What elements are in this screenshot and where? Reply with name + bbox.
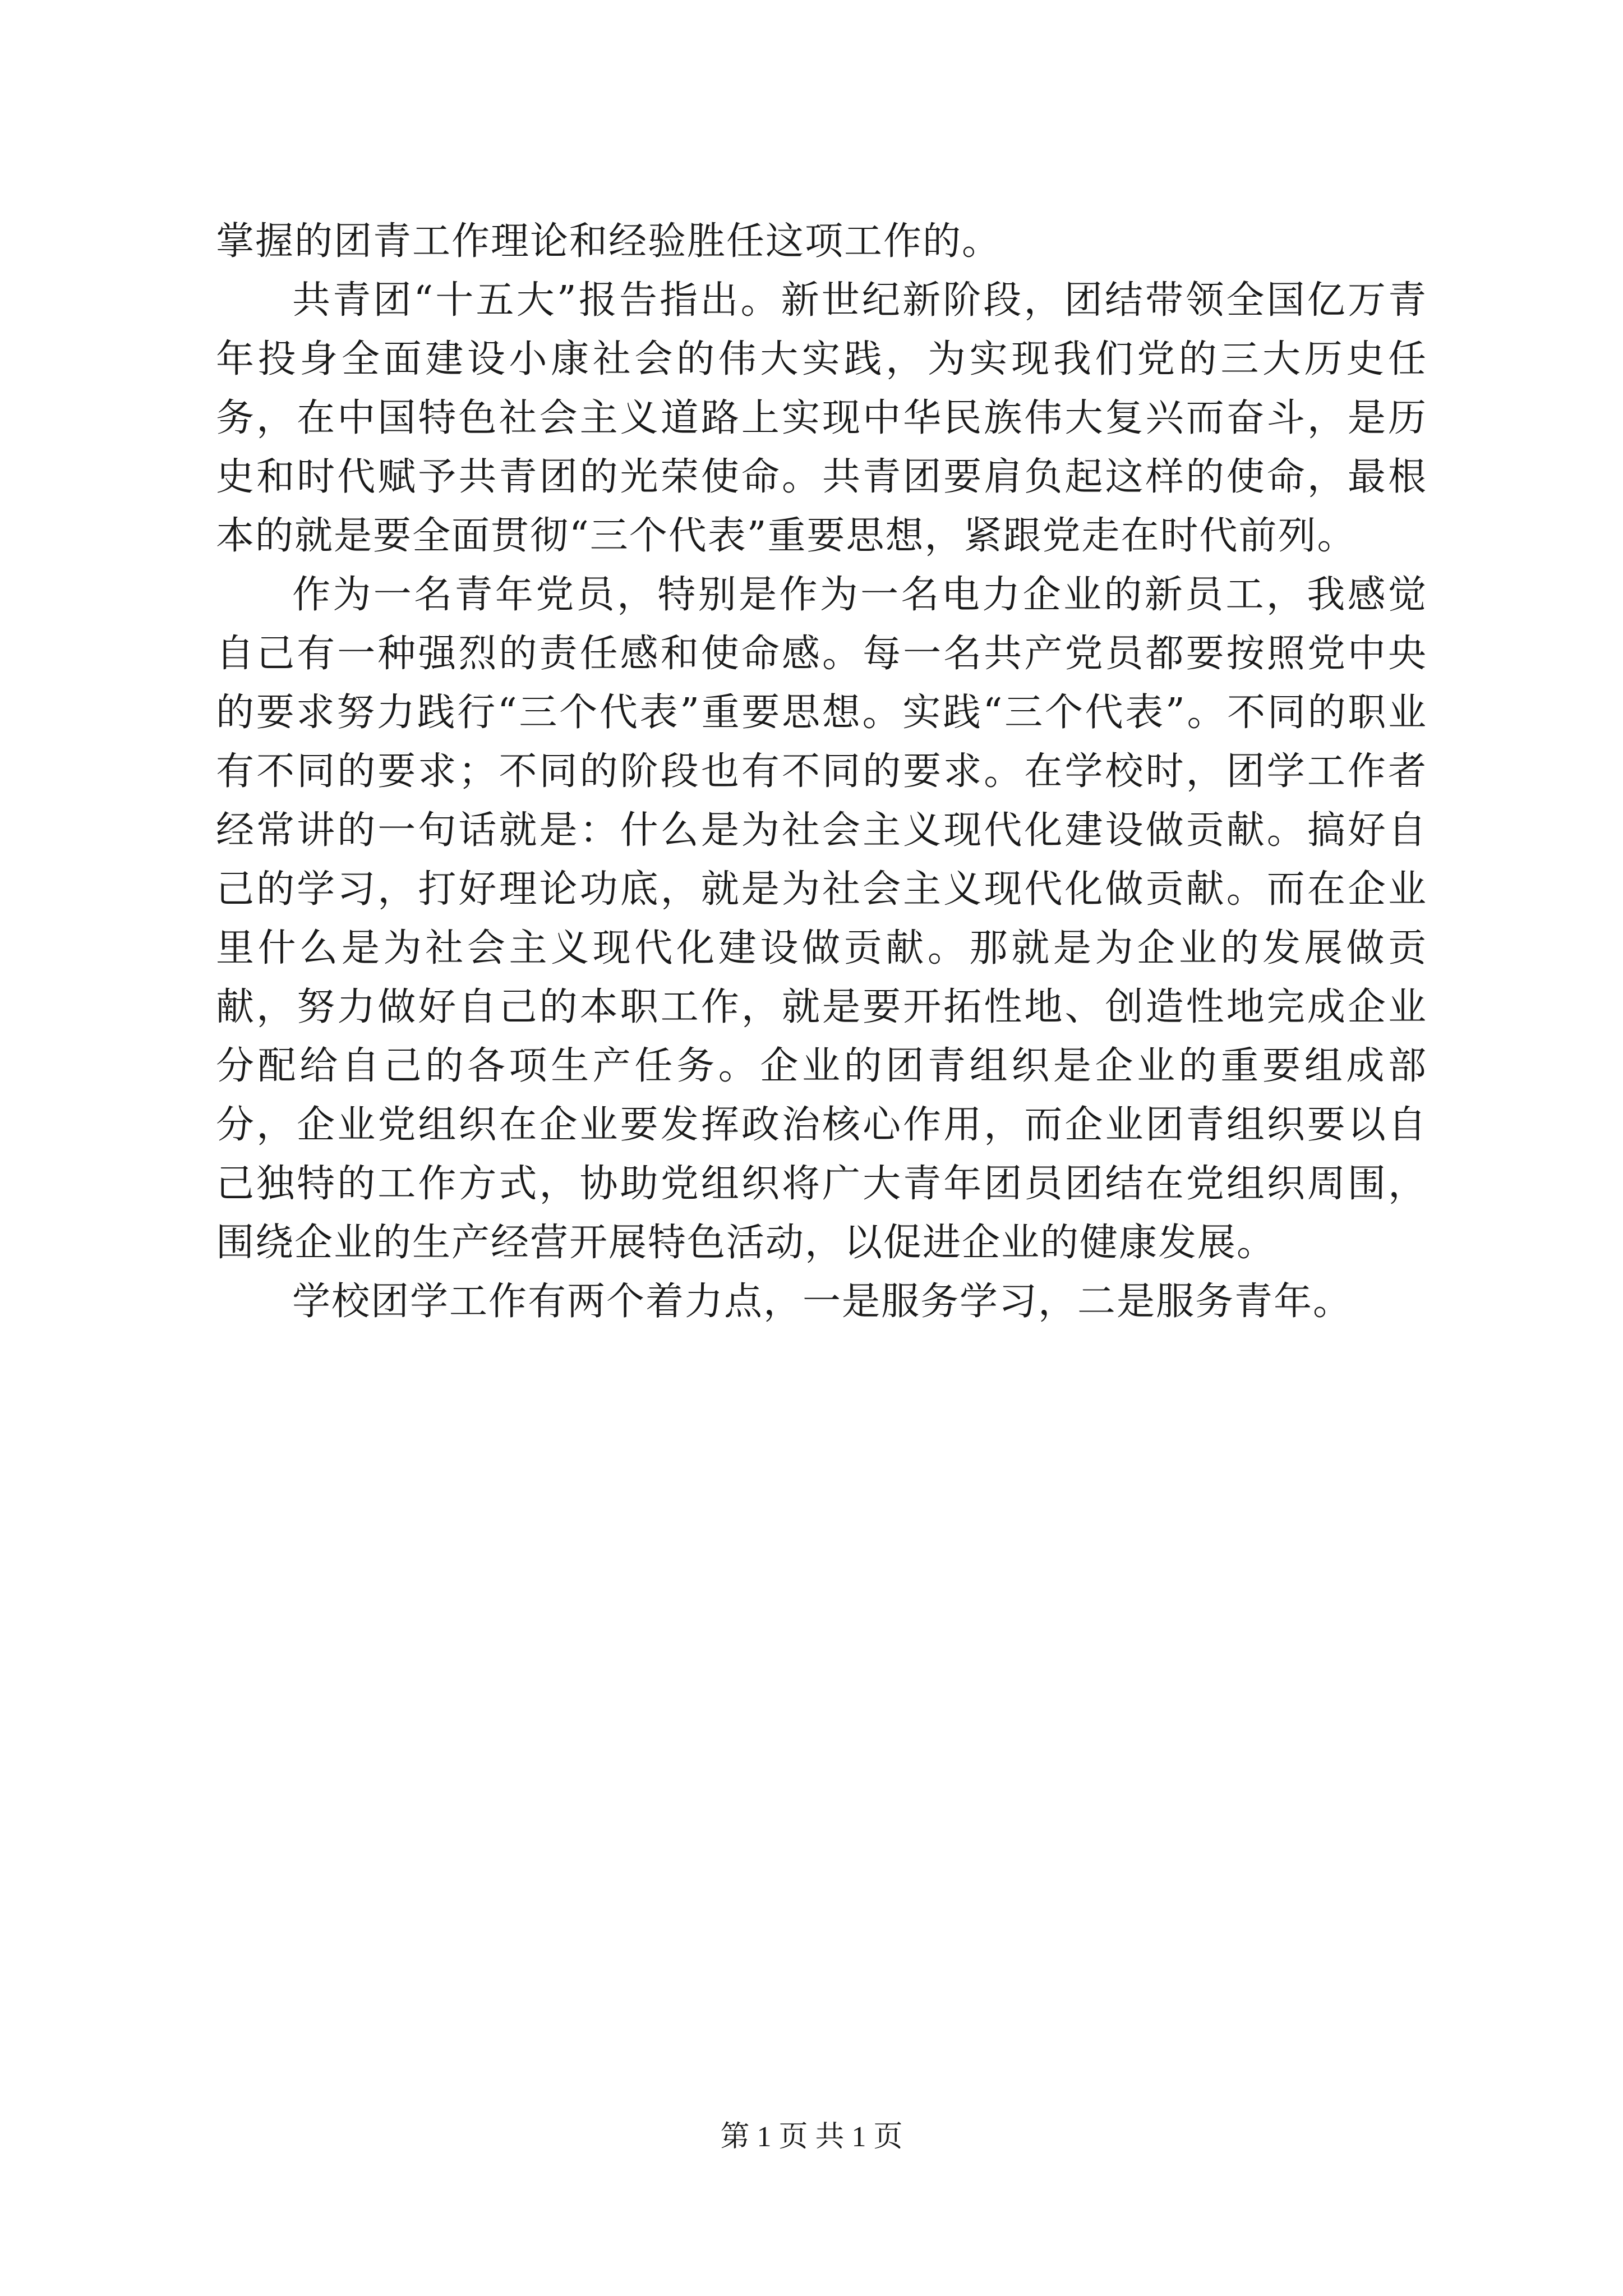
document-body bbox=[216, 212, 1427, 1331]
paragraph-1: 掌握的团青工作理论和经验胜任这项工作的。 bbox=[216, 219, 1002, 264]
page-number-footer: 第 1 页 共 1 页 bbox=[720, 2121, 903, 2153]
paragraph-4: 学校团学工作有两个着力点，一是服务学习，二是服务青年。 bbox=[292, 1280, 1353, 1324]
paragraph-2: 共青团“十五大”报告指出。新世纪新阶段，团结带领全国亿万青年投身全面建设小康社会的伟大实践，为实现我们党的三大历史任务，在中国特色社会主义道路上实现中华民族伟大复兴而奋斗，是历史和时代赋予共青团的光荣使命。共青团要肩负起这样的使命，最根本的就是要全面贯彻“三个代表”重要思想，紧跟党走在时代前列。 bbox=[216, 278, 1427, 558]
paragraph-3: 作为一名青年党员，特别是作为一名电力企业的新员工，我感觉自己有一种强烈的责任感和使命感。每一名共产党员都要按照党中央的要求努力践行“三个代表”重要思想。实践“三个代表”。不同的职业有不同的要求；不同的阶段也有不同的要求。在学校时，团学工作者经常讲的一句话就是：什么是为社会主义现代化建设做贡献。搞好自己的学习，打好理论功底，就是为社会主义现代化做贡献。而在企业里什么是为社会主义现代化建设做贡献。那就是为企业的发展做贡献，努力做好自己的本职工作，就是要开拓性地、创造性地完成企业分配给自己的各项生产任务。企业的团青组织是企业的重要组成部分，企业党组织在企业要发挥政治核心作用，而企业团青组织要以自己独特的工作方式，协助党组织将广大青年团员团结在党组织周围，围绕企业的生产经营开展特色活动，以促进企业的健康发展。 bbox=[216, 573, 1427, 1265]
